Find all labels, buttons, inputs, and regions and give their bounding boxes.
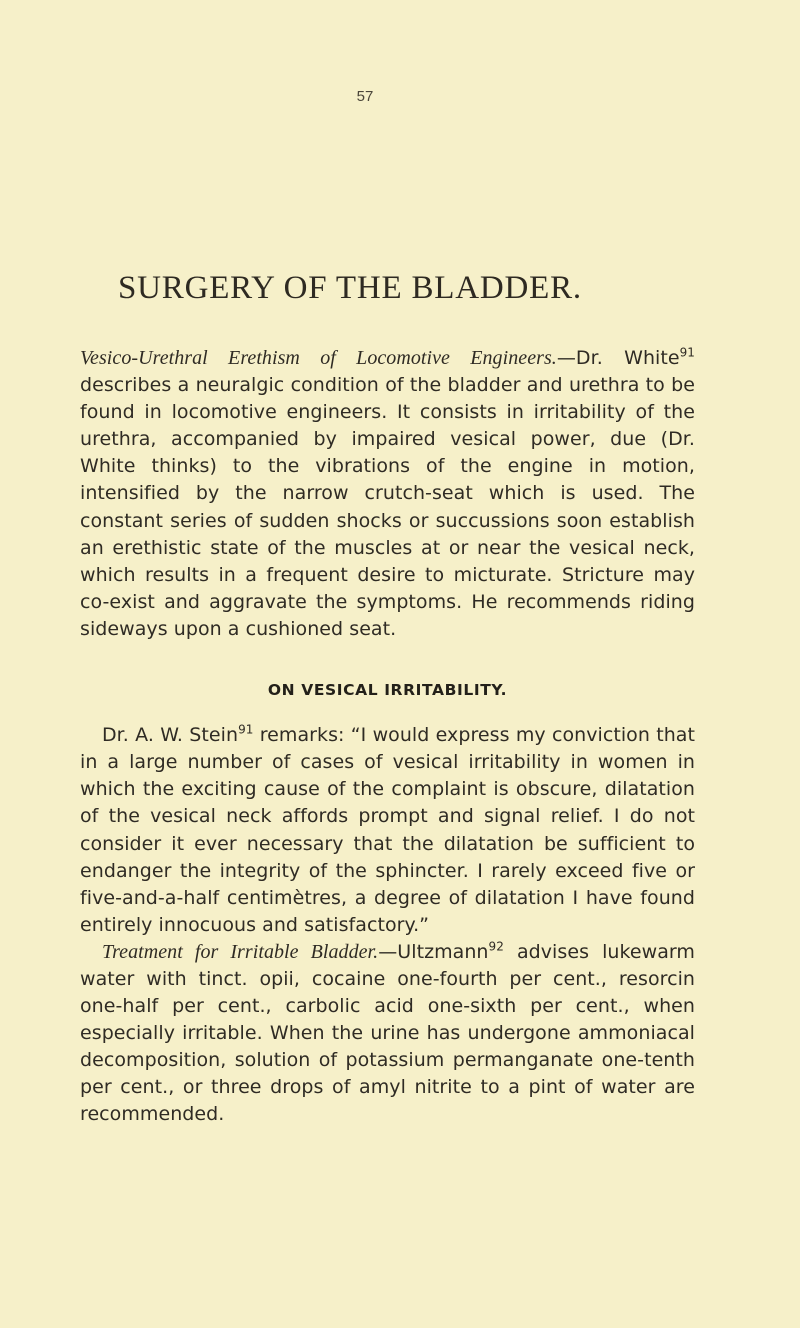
- paragraph-irritable-bladder-treatment: [80, 939, 695, 1129]
- author-stein: Dr. A. W. Stein: [102, 724, 239, 747]
- article-body: [80, 345, 695, 1129]
- heading-dash: —: [378, 940, 398, 963]
- section-subheading-vesical-irritability: ON VESICAL IRRITABILITY.: [267, 681, 508, 700]
- author-white: Dr. White: [575, 347, 680, 369]
- paragraph-text: remarks: “I would express my conviction that in a large number of cases of vesical irritability in women in which the exciting cause of the complaint is obscure, dilatation of the vesical neck affords prompt and signal relief. I do not consider it ever necessary that the dilatation be sufficient to endanger the integrity of the sphincter. I rarely exceed five or five-and-a-half centimètres, a degree of dilatation I have found entirely innocuous and satisfactory.”: [80, 724, 695, 936]
- heading-dash: —: [556, 347, 576, 369]
- reference-number: 91: [238, 722, 254, 737]
- section-heading-treatment: Treatment for Irritable Bladder.: [102, 940, 379, 963]
- reference-number: 91: [679, 345, 695, 360]
- paragraph-stein-remarks: [80, 722, 695, 939]
- paragraph-text: describes a neuralgic condition of the bladder and urethra to be found in locomotive engineers. It consists in irritability of the urethra, accompanied by impaired vesical power, due (Dr. White thinks) to the vibrations of the engine in motion, intensified by the narrow crutch-seat which is used. The constant series of sudden shocks or succussions soon establish an erethistic state of the muscles at or near the vesical neck, which results in a frequent desire to micturate. Stricture may co-exist and aggravate the symptoms. He recommends riding sideways upon a cushioned seat.: [80, 374, 695, 640]
- section-heading-vesico-urethral: Vesico-Urethral Erethism of Locomotive Engineers.: [80, 347, 557, 369]
- paragraph-text: advises lukewarm water with tinct. opii, cocaine one-fourth per cent., resorcin one-half per cent., carbolic acid one-sixth per cent., when especially irritable. When the urine has undergone ammoniacal decomposition, solution of potassium permanganate one-tenth per cent., or three drops of amyl nitrite to a pint of water are recommended.: [80, 940, 695, 1126]
- page-title: SURGERY OF THE BLADDER.: [118, 270, 582, 306]
- reference-number: 92: [488, 939, 504, 954]
- page-number: 57: [356, 88, 374, 105]
- author-ultzmann: Ultzmann: [397, 940, 489, 963]
- paragraph-locomotive-engineers: [80, 345, 695, 643]
